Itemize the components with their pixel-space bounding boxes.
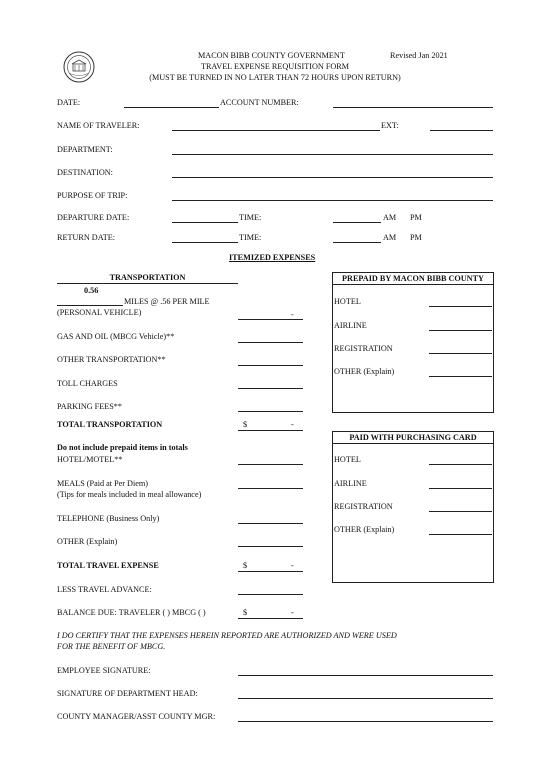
other-expense-field[interactable] (238, 546, 303, 547)
card-other-field[interactable] (429, 534, 492, 535)
return-date-field[interactable] (172, 242, 238, 243)
meals-field[interactable] (238, 488, 303, 489)
prepaid-airline-field[interactable] (429, 330, 492, 331)
date-label: DATE: (57, 98, 81, 107)
card-hotel-label: HOTEL (334, 455, 361, 464)
destination-label: DESTINATION: (57, 168, 113, 177)
transportation-heading: TRANSPORTATION (57, 273, 238, 284)
miles-label: MILES @ .56 PER MILE (124, 297, 210, 306)
card-registration-label: REGISTRATION (334, 502, 393, 511)
ext-field[interactable] (430, 130, 493, 131)
county-seal-icon (63, 51, 95, 83)
total-transportation-label: TOTAL TRANSPORTATION (57, 420, 163, 429)
dept-head-signature-label: SIGNATURE OF DEPARTMENT HEAD: (57, 689, 198, 698)
total-travel-dollar: $ (243, 561, 248, 570)
card-airline-field[interactable] (429, 488, 492, 489)
prepaid-box-heading: PREPAID BY MACON BIBB COUNTY (333, 273, 493, 285)
parking-fees-field[interactable] (238, 411, 303, 412)
gas-oil-field[interactable] (238, 342, 303, 343)
purchasing-card-heading: PAID WITH PURCHASING CARD (333, 432, 493, 444)
prepaid-airline-label: AIRLINE (334, 321, 367, 330)
return-pm-option[interactable]: PM (410, 233, 422, 242)
total-transportation-field (238, 430, 303, 431)
prepaid-hotel-label: HOTEL (334, 297, 361, 306)
date-field[interactable] (124, 107, 219, 108)
balance-due-dollar: $ (243, 608, 248, 617)
card-registration-field[interactable] (429, 511, 492, 512)
departure-time-field[interactable] (333, 222, 381, 223)
card-other-label: OTHER (Explain) (334, 525, 395, 534)
less-travel-advance-label: LESS TRAVEL ADVANCE: (57, 585, 152, 594)
telephone-field[interactable] (238, 523, 303, 524)
less-travel-advance-field[interactable] (238, 594, 303, 595)
miles-field[interactable] (57, 305, 123, 306)
departure-am-option[interactable]: AM (383, 213, 397, 222)
balance-due-field (238, 618, 303, 619)
name-of-traveler-field[interactable] (172, 130, 380, 131)
toll-charges-field[interactable] (238, 388, 303, 389)
account-number-label: ACCOUNT NUMBER: (220, 98, 299, 107)
departure-pm-option[interactable]: PM (410, 213, 422, 222)
purpose-label: PURPOSE OF TRIP: (57, 191, 128, 200)
other-transportation-field[interactable] (238, 365, 303, 366)
county-manager-signature-label: COUNTY MANAGER/ASST COUNTY MGR: (57, 712, 216, 721)
purpose-field[interactable] (172, 200, 493, 201)
total-transportation-dash: - (291, 420, 294, 429)
balance-due-label: BALANCE DUE: TRAVELER ( ) MBCG ( ) (57, 608, 206, 617)
balance-due-dash: - (291, 608, 294, 617)
department-label: DEPARTMENT: (57, 145, 113, 154)
county-manager-signature-field[interactable] (238, 721, 493, 722)
department-field[interactable] (172, 154, 493, 155)
name-of-traveler-label: NAME OF TRAVELER: (57, 121, 140, 130)
return-time-field[interactable] (333, 242, 381, 243)
meals-label: MEALS (Paid at Per Diem) (57, 479, 148, 488)
departure-time-label: TIME: (239, 213, 262, 222)
itemized-expenses-title: ITEMIZED EXPENSES (229, 253, 316, 262)
prepaid-other-label: OTHER (Explain) (334, 367, 395, 376)
return-am-option[interactable]: AM (383, 233, 397, 242)
form-title: TRAVEL EXPENSE REQUISITION FORM (200, 62, 350, 71)
card-airline-label: AIRLINE (334, 479, 367, 488)
return-time-label: TIME: (239, 233, 262, 242)
other-expense-label: OTHER (Explain) (57, 537, 118, 546)
other-transportation-label: OTHER TRANSPORTATION** (57, 355, 166, 364)
employee-signature-label: EMPLOYEE SIGNATURE: (57, 666, 151, 675)
revised-date: Revised Jan 2021 (390, 51, 448, 60)
total-travel-dash: - (291, 561, 294, 570)
telephone-label: TELEPHONE (Business Only) (57, 514, 160, 523)
total-travel-expense-label: TOTAL TRAVEL EXPENSE (57, 561, 159, 570)
certification-line-1: I DO CERTIFY THAT THE EXPENSES HEREIN REPORTED ARE AUTHORIZED AND WERE USED (57, 631, 397, 640)
hotel-motel-field[interactable] (238, 464, 303, 465)
prepaid-registration-label: REGISTRATION (334, 344, 393, 353)
departure-date-field[interactable] (172, 222, 238, 223)
mileage-rate-value: 0.56 (84, 286, 99, 295)
org-title: MACON BIBB COUNTY GOVERNMENT (198, 51, 345, 60)
destination-field[interactable] (172, 177, 493, 178)
card-hotel-field[interactable] (429, 464, 492, 465)
total-transportation-dollar: $ (243, 420, 248, 429)
certification-line-2: FOR THE BENEFIT OF MBCG. (57, 642, 166, 651)
prepaid-box (332, 272, 494, 413)
gas-oil-label: GAS AND OIL (MBCG Vehicle)** (57, 332, 175, 341)
submission-notice: (MUST BE TURNED IN NO LATER THAN 72 HOURS UPON RETURN) (149, 73, 401, 82)
tips-note: (Tips for meals included in meal allowance) (57, 490, 202, 499)
prepaid-note: Do not include prepaid items in totals (57, 443, 188, 452)
personal-vehicle-label: (PERSONAL VEHICLE) (57, 308, 142, 317)
total-travel-field (238, 571, 303, 572)
dept-head-signature-field[interactable] (238, 698, 493, 699)
toll-charges-label: TOLL CHARGES (57, 379, 118, 388)
ext-label: EXT: (381, 121, 399, 130)
prepaid-hotel-field[interactable] (429, 306, 492, 307)
account-number-field[interactable] (333, 107, 493, 108)
prepaid-other-field[interactable] (429, 376, 492, 377)
parking-fees-label: PARKING FEES** (57, 402, 122, 411)
prepaid-registration-field[interactable] (429, 353, 492, 354)
hotel-motel-label: HOTEL/MOTEL** (57, 455, 123, 464)
return-date-label: RETURN DATE: (57, 233, 115, 242)
departure-date-label: DEPARTURE DATE: (57, 213, 130, 222)
employee-signature-field[interactable] (238, 675, 493, 676)
mileage-amount-dash: - (291, 310, 294, 319)
